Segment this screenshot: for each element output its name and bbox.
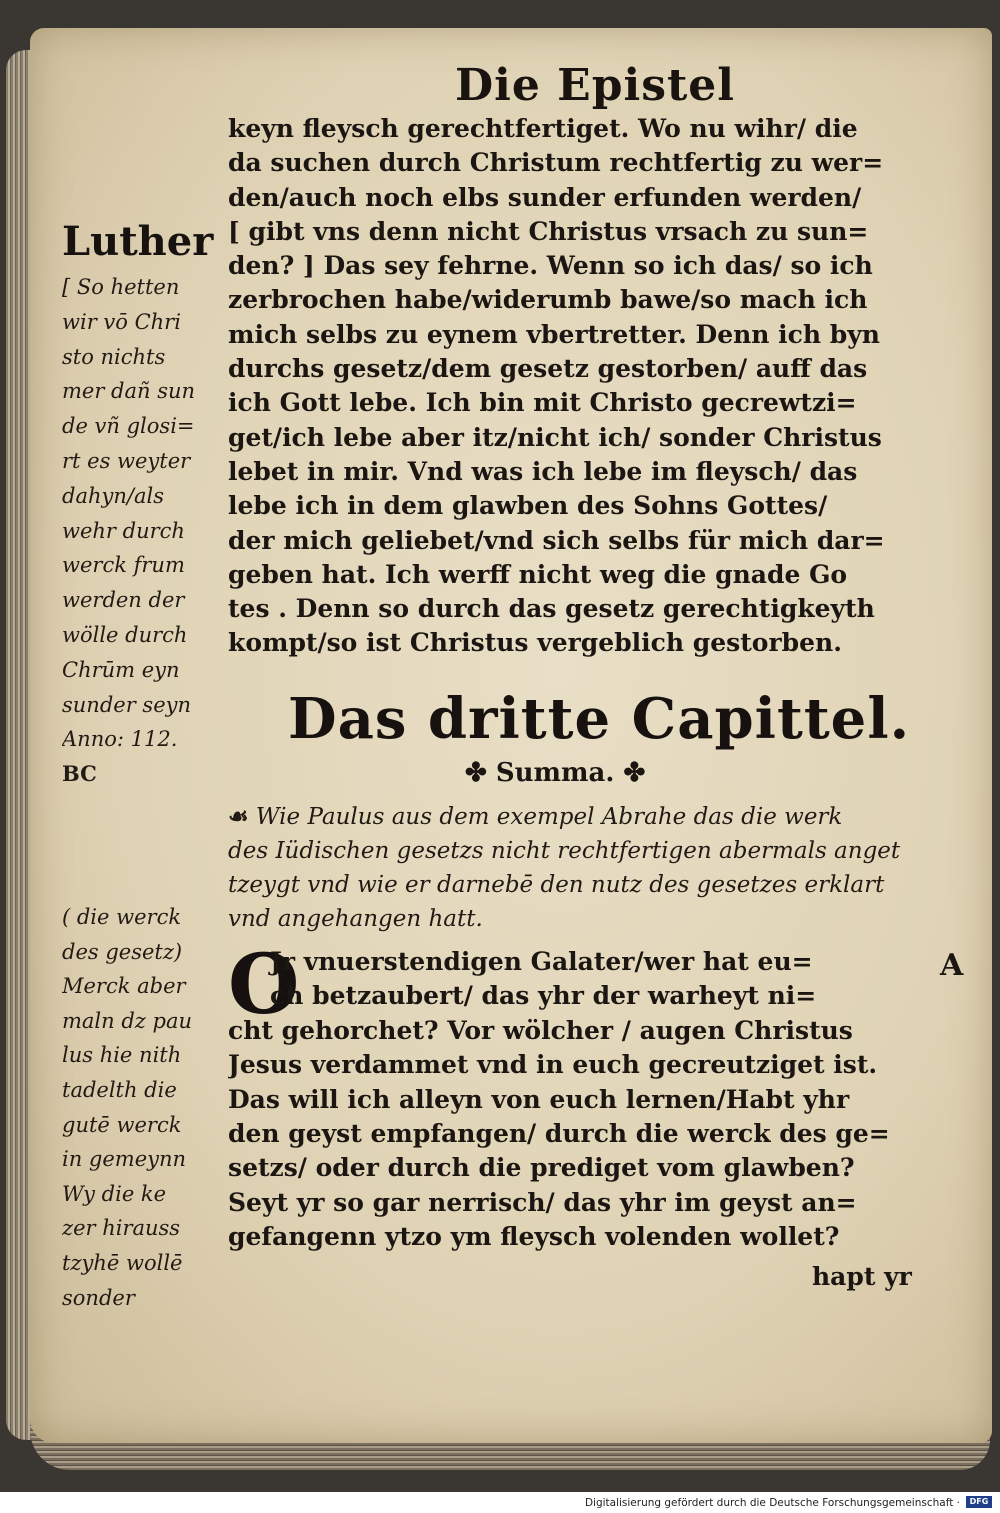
text-line: setzs/ oder durch die prediget vom glawben? [228, 1153, 855, 1183]
text-line: den? ] Das sey fehrne. Wenn so ich das/ so ich [228, 251, 873, 281]
margin-line: werden der [62, 588, 185, 613]
text-line: ich Gott lebe. Ich bin mit Christo gecrewtzi= [228, 388, 857, 418]
margin-line: rt es weyter [62, 448, 191, 473]
margin-line: sunder seyn [62, 692, 192, 717]
text-line: Jesus verdammet vnd in euch gecreutziget ist. [228, 1050, 878, 1080]
text-line: gefangenn ytzo ym fleysch volenden wollet? [228, 1222, 840, 1252]
margin-line: mer dañ sun [62, 379, 196, 404]
text-line: mich selbs zu eynem vbertretter. Denn ich byn [228, 319, 880, 349]
margin-note-gesetz [62, 900, 222, 1315]
text-line: lebet in mir. Vnd was ich lebe im fleysch/ das [228, 456, 858, 486]
margin-line: maln dz pau [62, 1008, 193, 1033]
margin-line: lus hie nith [62, 1043, 182, 1068]
margin-line: des gesetz) [62, 939, 183, 964]
text-line: lebe ich in dem glawben des Sohns Gottes/ [228, 491, 828, 521]
text-line: Seyt yr so gar nerrisch/ das yhr im geyst an= [228, 1187, 857, 1217]
text-line: durchs gesetz/dem gesetz gestorben/ auff das [228, 354, 868, 384]
margin-line: BC [62, 761, 97, 787]
summa-line: tzeygt vnd wie er darnebē den nutz des gesetzes erklart [228, 872, 885, 898]
margin-line: sonder [62, 1285, 135, 1310]
margin-line: zer hirauss [62, 1216, 181, 1241]
catchword: hapt yr [812, 1262, 912, 1291]
margin-line: dahyn/als [62, 483, 164, 508]
text-line: zerbrochen habe/widerumb bawe/so mach ich [228, 285, 868, 315]
margin-line: Chrūm eyn [62, 657, 180, 682]
text-line: [ gibt vns denn nicht Christus vrsach zu sun= [228, 216, 869, 246]
summa-line: vnd angehangen hatt. [228, 906, 483, 932]
summa-text-block [228, 800, 948, 936]
text-line: Das will ich alleyn von euch lernen/Habt yhr [228, 1084, 850, 1114]
summa-heading: ✤ Summa. ✤ [465, 758, 646, 788]
margin-line: Anno: 112. [62, 727, 178, 752]
margin-line: tadelth die [62, 1077, 177, 1102]
summa-line [228, 800, 948, 834]
summa-line: des Iüdischen gesetzs nicht rechtfertigen abermals anget [228, 838, 901, 864]
text-line: der mich geliebet/vnd sich selbs für mich dar= [228, 525, 885, 555]
text-line: da suchen durch Christum rechtfertig zu wer= [228, 148, 884, 178]
margin-line: gutē werck [62, 1112, 182, 1137]
text-line: Jr vnuerstendigen Galater/wer hat eu= [270, 947, 813, 976]
drop-cap: O [228, 937, 300, 1033]
margin-line: wölle durch [62, 622, 188, 647]
margin-line: wehr durch [62, 518, 185, 543]
body-text-block [228, 937, 948, 1255]
margin-note-luther [62, 270, 222, 792]
footer-credit: Digitalisierung gefördert durch die Deutsche Forschungsgemeinschaft · [584, 1497, 960, 1509]
text-line: den geyst empfangen/ durch die werck des ge= [228, 1119, 890, 1149]
margin-line: ( die werck [62, 905, 182, 929]
margin-line: Merck aber [62, 974, 186, 999]
chapter-title: Das dritte Capittel. [288, 686, 911, 752]
text-line: den/auch noch elbs sunder erfunden werden/ [228, 182, 862, 212]
margin-line: in gemeynn [62, 1147, 187, 1172]
signature-mark: A [940, 948, 964, 983]
text-line: keyn fleysch gerechtfertiget. Wo nu wihr/ die [228, 114, 858, 143]
text-line: ch betzaubert/ das yhr der warheyt ni= [270, 981, 817, 1011]
dfg-logo: DFG [966, 1496, 992, 1508]
text-line: tes . Denn so durch das gesetz gerechtigkeyth [228, 594, 875, 624]
text-line: cht gehorchet? Vor wölcher / augen Christus [228, 1015, 853, 1045]
text-line: geben hat. Ich werff nicht weg die gnade Go [228, 559, 848, 589]
pilcrow-icon: ☙ [228, 803, 249, 830]
margin-line: sto nichts [62, 344, 166, 369]
margin-line: werck frum [62, 553, 185, 578]
margin-line: Wy die ke [62, 1181, 167, 1206]
summa-line-text: Wie Paulus aus dem exempel Abrahe das die werk [248, 804, 843, 830]
margin-heading: Luther [62, 218, 214, 265]
margin-line: [ So hetten [62, 275, 180, 299]
margin-line: tzyhē wollē [62, 1250, 183, 1275]
main-text-block [228, 112, 948, 661]
running-head: Die Epistel [455, 60, 736, 111]
text-line: kompt/so ist Christus vergeblich gestorben. [228, 628, 842, 658]
text-line: get/ich lebe aber itz/nicht ich/ sonder Christus [228, 422, 882, 452]
margin-line: de vñ glosi= [62, 414, 195, 439]
margin-line: wir vō Chri [62, 309, 181, 334]
